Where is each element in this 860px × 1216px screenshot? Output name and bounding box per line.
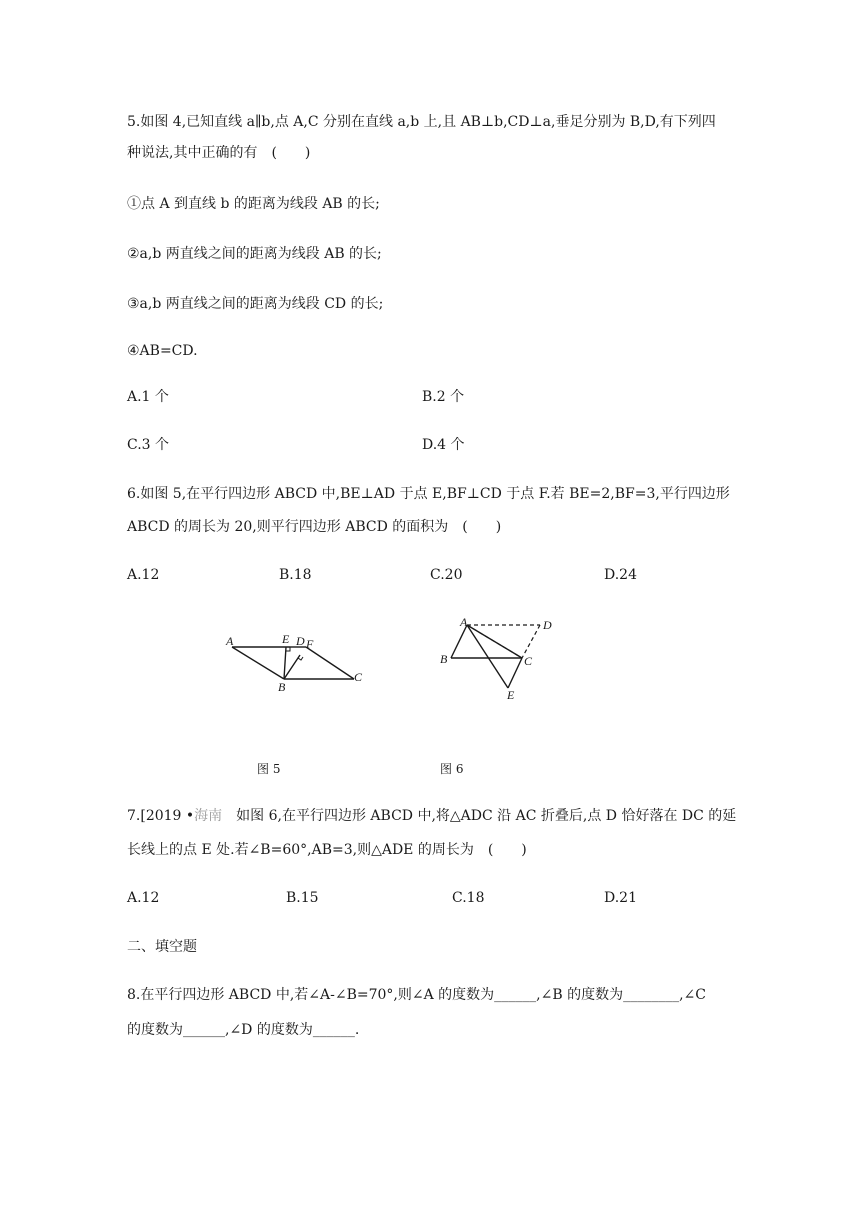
q8-stem-line2: 的度数为______,∠D 的度数为______. — [127, 1022, 360, 1038]
figure-5-diagram — [220, 625, 380, 695]
q7-year-prefix: 7.[2019 • — [127, 808, 195, 824]
q7-option-a: A.12 — [127, 890, 160, 906]
figure-6-caption: 图 6 — [440, 762, 464, 776]
q7-stem-line1-rest: 如图 6,在平行四边形 ABCD 中,将△ADC 沿 AC 折叠后,点 D 恰好落在 DC 的延 — [222, 808, 737, 824]
fig5-label-d: D — [296, 634, 305, 648]
fig6-label-e: E — [507, 688, 515, 702]
q6-stem-line1: 6.如图 5,在平行四边形 ABCD 中,BE⊥AD 于点 E,BF⊥CD 于点 F.若 BE=2,BF=3,平行四边形 — [127, 486, 730, 502]
q5-statement-2: ②a,b 两直线之间的距离为线段 AB 的长; — [127, 246, 382, 262]
q5-statement-4: ④AB=CD. — [127, 343, 198, 359]
figure-6-diagram — [432, 612, 572, 704]
fig5-label-e: E — [282, 632, 290, 646]
q5-option-c: C.3 个 — [127, 437, 170, 453]
q7-option-b: B.15 — [286, 890, 319, 906]
q7-source: 海南 — [194, 808, 223, 824]
q5-statement-1: ①点 A 到直线 b 的距离为线段 AB 的长; — [127, 196, 380, 212]
fig5-label-c: C — [354, 670, 363, 684]
fig6-label-c: C — [524, 654, 533, 668]
q7-stem-line2: 长线上的点 E 处.若∠B=60°,AB=3,则△ADE 的周长为 ( ) — [127, 842, 527, 858]
fig5-label-a: A — [226, 634, 234, 648]
q6-option-b: B.18 — [279, 567, 312, 583]
q7-option-d: D.21 — [604, 890, 637, 906]
q5-statement-3: ③a,b 两直线之间的距离为线段 CD 的长; — [127, 296, 384, 312]
q5-option-d: D.4 个 — [422, 437, 465, 453]
q5-stem-line2: 种说法,其中正确的有 ( ) — [127, 145, 311, 161]
figure-5-caption: 图 5 — [257, 762, 281, 776]
q6-option-c: C.20 — [430, 567, 463, 583]
q8-stem-line1: 8.在平行四边形 ABCD 中,若∠A-∠B=70°,则∠A 的度数为______,∠B 的度数为________,∠C — [127, 987, 706, 1003]
q7-option-c: C.18 — [452, 890, 485, 906]
fig6-label-d: D — [543, 618, 552, 632]
q5-option-b: B.2 个 — [422, 389, 465, 405]
section-2-title: 二、填空题 — [127, 939, 197, 955]
fig5-label-f: F — [306, 637, 314, 651]
q6-option-a: A.12 — [127, 567, 160, 583]
q5-option-a: A.1 个 — [127, 389, 169, 405]
fig6-label-a: A — [460, 615, 468, 629]
fig5-label-b: B — [278, 680, 286, 694]
q6-stem-line2: ABCD 的周长为 20,则平行四边形 ABCD 的面积为 ( ) — [127, 519, 502, 535]
q6-option-d: D.24 — [604, 567, 637, 583]
fig6-label-b: B — [440, 652, 448, 666]
q5-stem-line1: 5.如图 4,已知直线 a∥b,点 A,C 分别在直线 a,b 上,且 AB⊥b,CD⊥a,垂足分别为 B,D,有下列四 — [127, 114, 716, 130]
q7-stem-line1 — [127, 806, 736, 826]
